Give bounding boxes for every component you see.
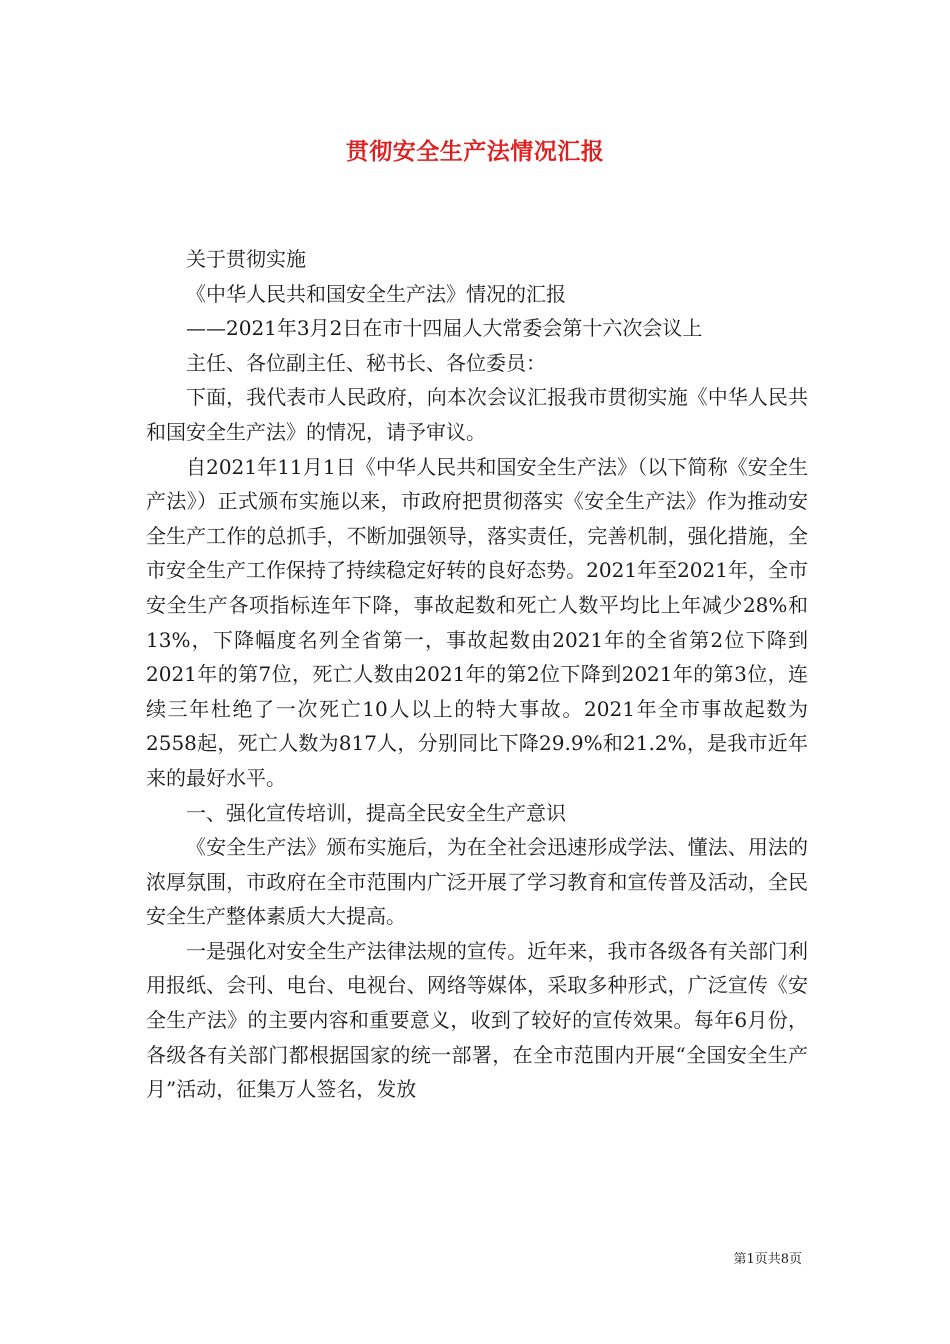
paragraph: 自2021年11月1日《中华人民共和国安全生产法》（以下简称《安全生产法》）正式颁布实施以来，市政府把贯彻落实《安全生产法》作为推动安全生产工作的总抓手，不断加强领导，落实责任，完善机制，强化措施，全市安全生产工作保持了持续稳定好转的良好态势。2021年至2021年，全市安全生产各项指标连年下降，事故起数和死亡人数平均比上年减少28%和13%，下降幅度名列全省第一，事故起数由2021年的全省第2位下降到2021年的第7位，死亡人数由2021年的第2位下降到2021年的第3位，连续三年杜绝了一次死亡10人以上的特大事故。2021年全市事故起数为2558起，死亡人数为817人，分别同比下降29.9%和21.2%，是我市近年来的最好水平。 xyxy=(146,454,808,790)
paragraph: 关于贯彻实施 xyxy=(186,247,306,271)
document-title: 贯彻安全生产法情况汇报 xyxy=(345,138,605,165)
document-body xyxy=(146,242,808,1107)
paragraph: 一、强化宣传培训，提高全民安全生产意识 xyxy=(186,800,566,825)
paragraph: 《中华人民共和国安全生产法》情况的汇报 xyxy=(186,281,566,306)
paragraph: 下面，我代表市人民政府，向本次会议汇报我市贯彻实施《中华人民共和国安全生产法》的情况，请予审议。 xyxy=(146,385,808,444)
paragraph: 主任、各位副主任、秘书长、各位委员： xyxy=(186,350,546,375)
paragraph: 一是强化对安全生产法律法规的宣传。近年来，我市各级各有关部门利用报纸、会刊、电台、电视台、网络等媒体，采取多种形式，广泛宣传《安全生产法》的主要内容和重要意义，收到了较好的宣传效果。每年6月份，各级各有关部门都根据国家的统一部署，在全市范围内开展“全国安全生产月”活动，征集万人签名，发放 xyxy=(146,938,808,1102)
paragraph: 《安全生产法》颁布实施后，为在全社会迅速形成学法、懂法、用法的浓厚氛围，市政府在全市范围内广泛开展了学习教育和宣传普及活动，全民安全生产整体素质大大提高。 xyxy=(146,835,808,929)
page-number-footer: 第1页共8页 xyxy=(733,1252,802,1267)
paragraph: ——2021年3月2日在市十四届人大常委会第十六次会议上 xyxy=(186,316,703,341)
